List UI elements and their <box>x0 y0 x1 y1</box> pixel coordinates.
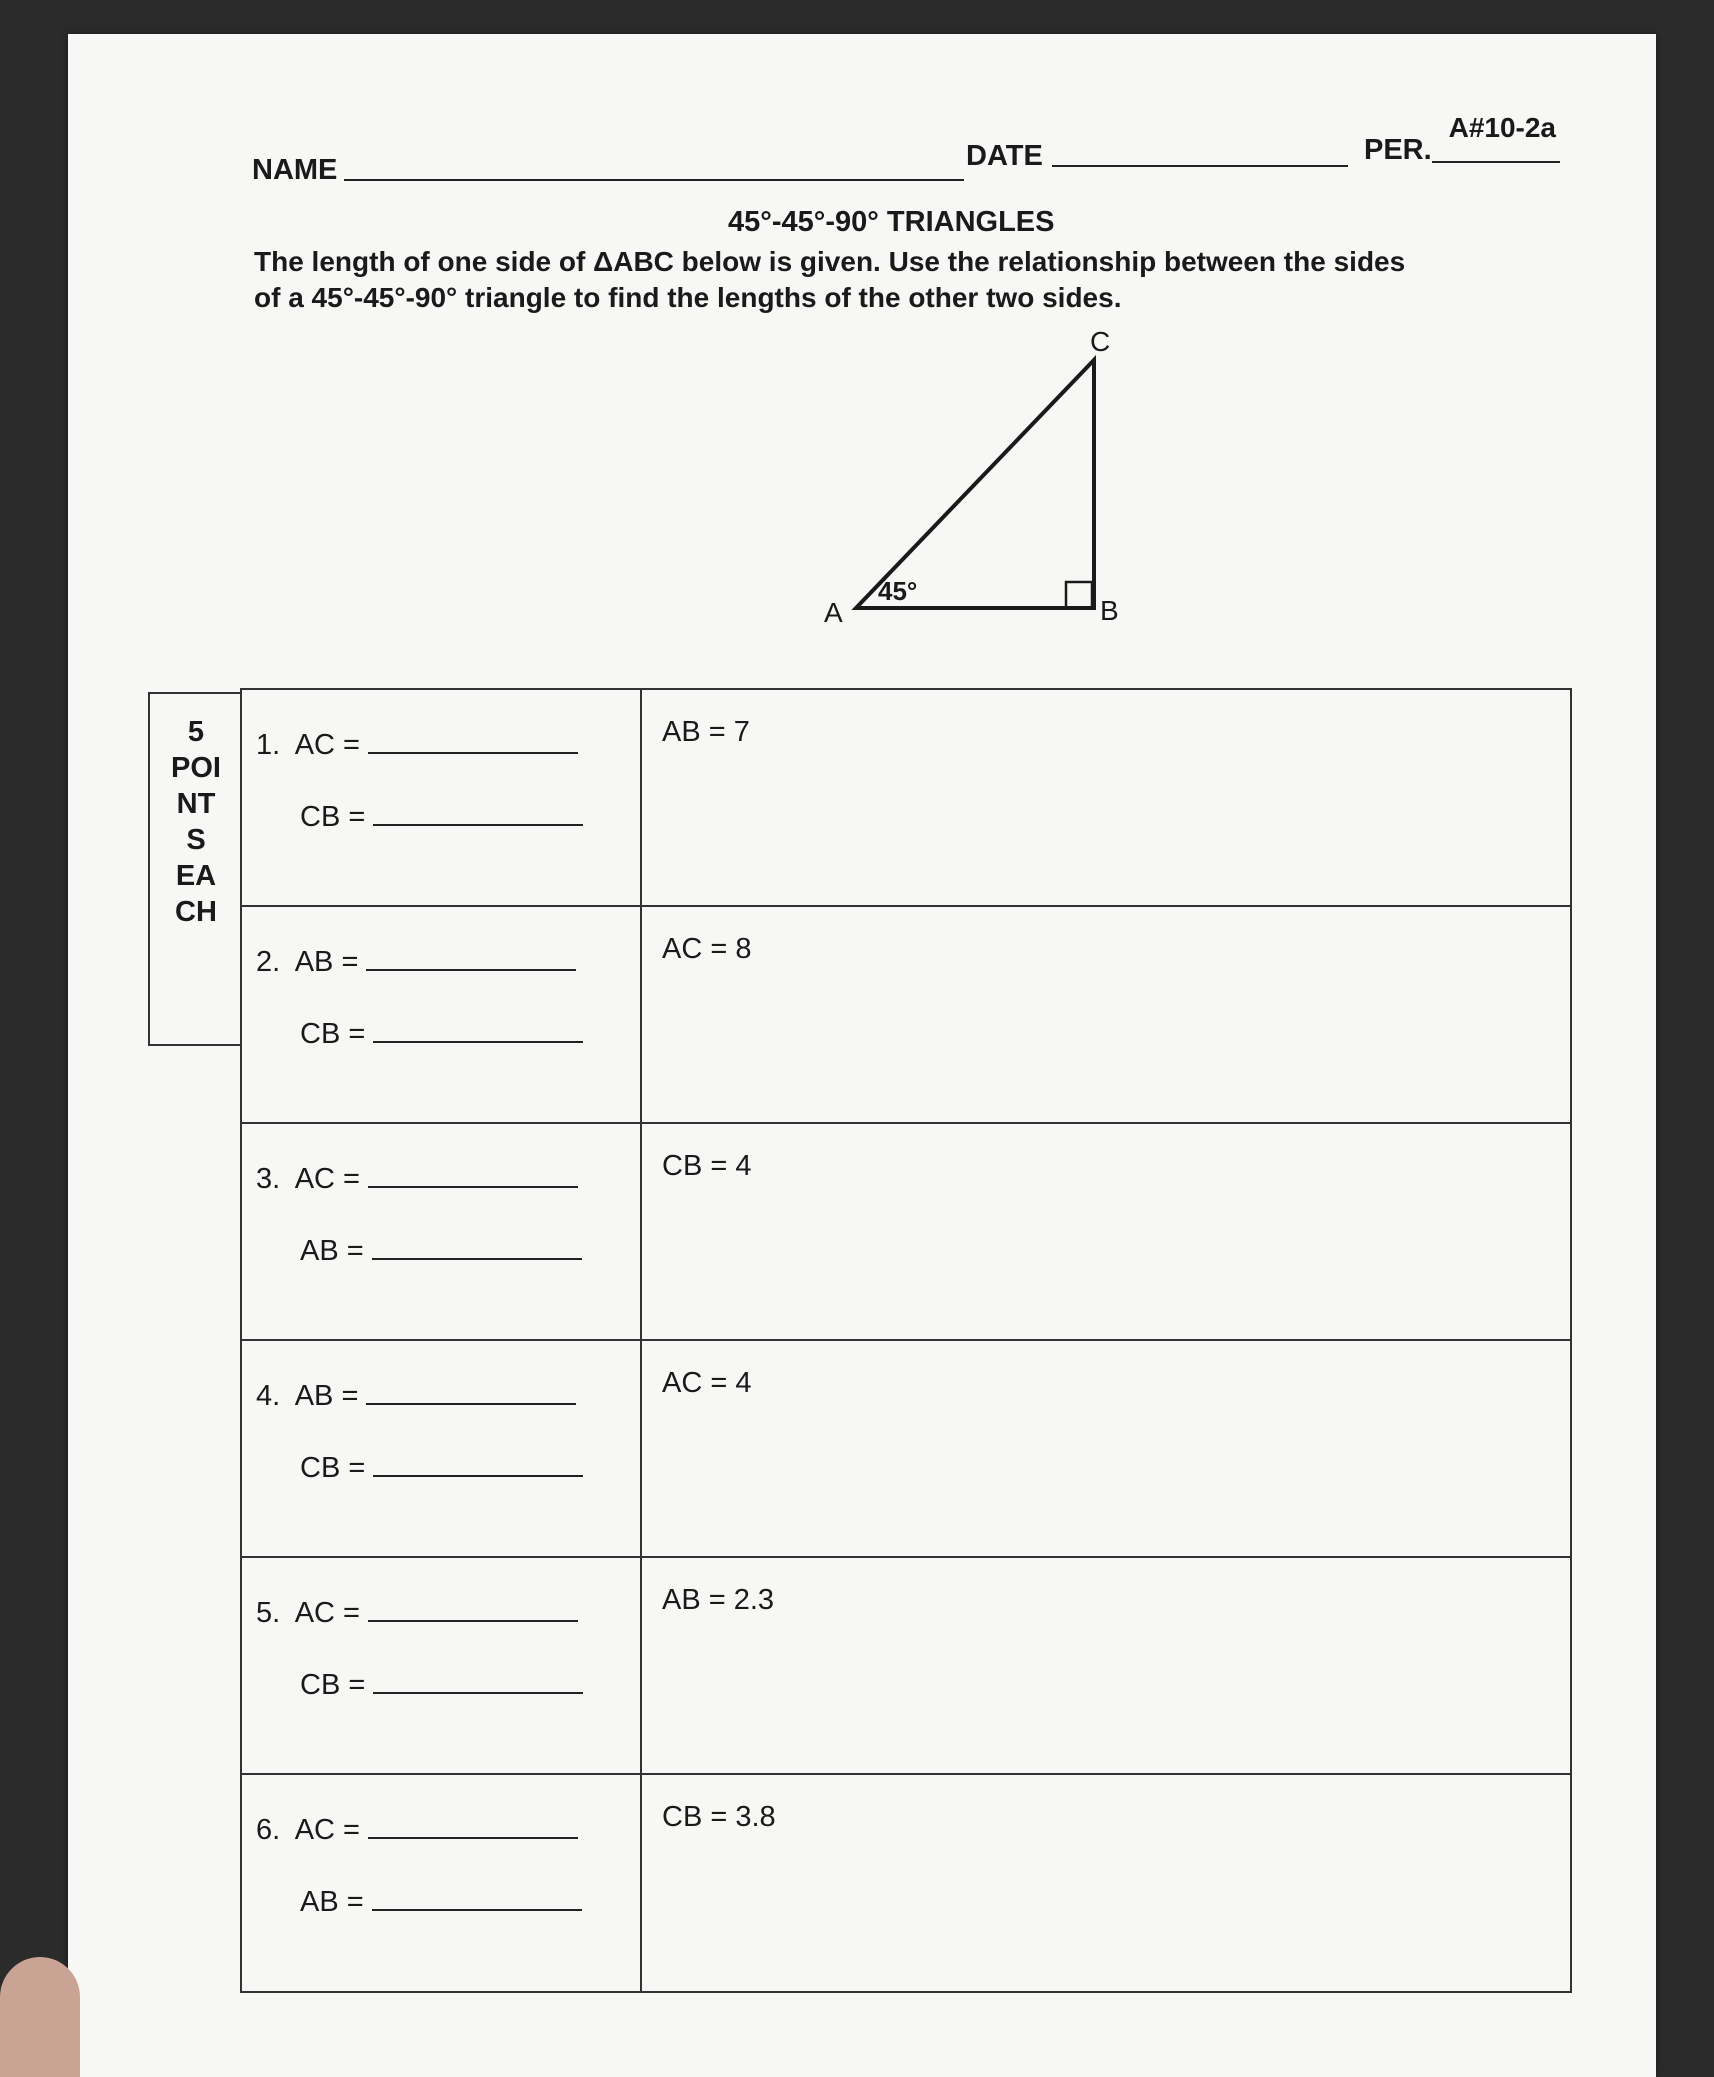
answer-blank[interactable] <box>372 1883 582 1911</box>
answer-blank[interactable] <box>373 798 583 826</box>
answer-cell <box>242 1124 642 1339</box>
given-value: AB = 2.3 <box>662 1584 775 1616</box>
problem-number: 5. <box>256 1597 281 1629</box>
answer-blank[interactable] <box>366 1377 576 1405</box>
answer-cell <box>242 1775 642 1992</box>
answer-blank[interactable] <box>373 1666 583 1694</box>
problem-row-6 <box>242 1775 1570 1992</box>
ask-label: CB = <box>300 1452 366 1484</box>
problem-row-1 <box>242 690 1570 907</box>
worksheet-page <box>68 34 1656 2077</box>
answer-blank[interactable] <box>366 943 576 971</box>
name-label: NAME <box>252 154 338 186</box>
triangle-abc <box>856 360 1094 608</box>
ask-label: CB = <box>300 1018 366 1050</box>
given-value: CB = 3.8 <box>662 1801 776 1833</box>
points-text-line: 5 <box>187 716 205 748</box>
ask-label: AC = <box>294 1597 360 1629</box>
ask-label: AC = <box>294 729 360 761</box>
answer-blank[interactable] <box>368 1811 578 1839</box>
vertex-c-label: C <box>1090 326 1111 357</box>
answer-cell <box>242 907 642 1122</box>
date-label: DATE <box>966 140 1043 172</box>
given-value: AC = 8 <box>662 933 752 965</box>
ask-label: AB = <box>300 1886 364 1918</box>
problem-row-2 <box>242 907 1570 1124</box>
problem-number: 2. <box>256 946 281 978</box>
problem-row-4 <box>242 1341 1570 1558</box>
period-label: PER. <box>1364 134 1432 166</box>
given-value: CB = 4 <box>662 1150 752 1182</box>
points-box <box>148 692 242 1046</box>
ask-label: AB = <box>294 1380 359 1412</box>
problem-number: 6. <box>256 1814 281 1846</box>
problems-table <box>240 688 1572 1993</box>
problem-number: 3. <box>256 1163 281 1195</box>
name-field[interactable] <box>344 179 964 181</box>
period-field[interactable] <box>1432 161 1560 163</box>
ask-label: AC = <box>294 1163 360 1195</box>
given-value: AC = 4 <box>662 1367 752 1399</box>
answer-blank[interactable] <box>368 1594 578 1622</box>
answer-blank[interactable] <box>372 1232 582 1260</box>
problem-number: 1. <box>256 729 281 761</box>
ask-label: CB = <box>300 801 366 833</box>
points-text-line: CH <box>175 896 217 928</box>
answer-blank[interactable] <box>373 1015 583 1043</box>
problem-row-3 <box>242 1124 1570 1341</box>
date-field[interactable] <box>1052 165 1348 167</box>
instructions-line-2: of a 45°-45°-90° triangle to find the lengths of the other two sides. <box>254 282 1122 313</box>
given-value: AB = 7 <box>662 716 750 748</box>
ask-label: AB = <box>300 1235 364 1267</box>
answer-blank[interactable] <box>368 726 578 754</box>
problem-number: 4. <box>256 1380 281 1412</box>
points-text-line: S <box>186 824 206 856</box>
answer-blank[interactable] <box>373 1449 583 1477</box>
answer-cell <box>242 1341 642 1556</box>
triangle-diagram <box>748 324 1168 644</box>
points-text-line: NT <box>176 788 216 820</box>
answer-blank[interactable] <box>368 1160 578 1188</box>
answer-cell <box>242 690 642 905</box>
assignment-code: A#10-2a <box>1448 112 1556 143</box>
problem-row-5 <box>242 1558 1570 1775</box>
thumb-in-frame <box>0 1957 80 2077</box>
answer-cell <box>242 1558 642 1773</box>
ask-label: CB = <box>300 1669 366 1701</box>
instructions-line-1: The length of one side of ΔABC below is given. Use the relationship between the sides <box>254 246 1406 277</box>
angle-a-label: 45° <box>878 576 918 606</box>
points-text-line: EA <box>175 860 217 892</box>
ask-label: AB = <box>294 946 359 978</box>
right-angle-marker <box>1066 582 1092 608</box>
vertex-b-label: B <box>1100 595 1119 626</box>
ask-label: AC = <box>294 1814 360 1846</box>
points-text-line: POI <box>171 752 221 784</box>
vertex-a-label: A <box>824 597 843 628</box>
worksheet-title: 45°-45°-90° TRIANGLES <box>728 206 1055 238</box>
